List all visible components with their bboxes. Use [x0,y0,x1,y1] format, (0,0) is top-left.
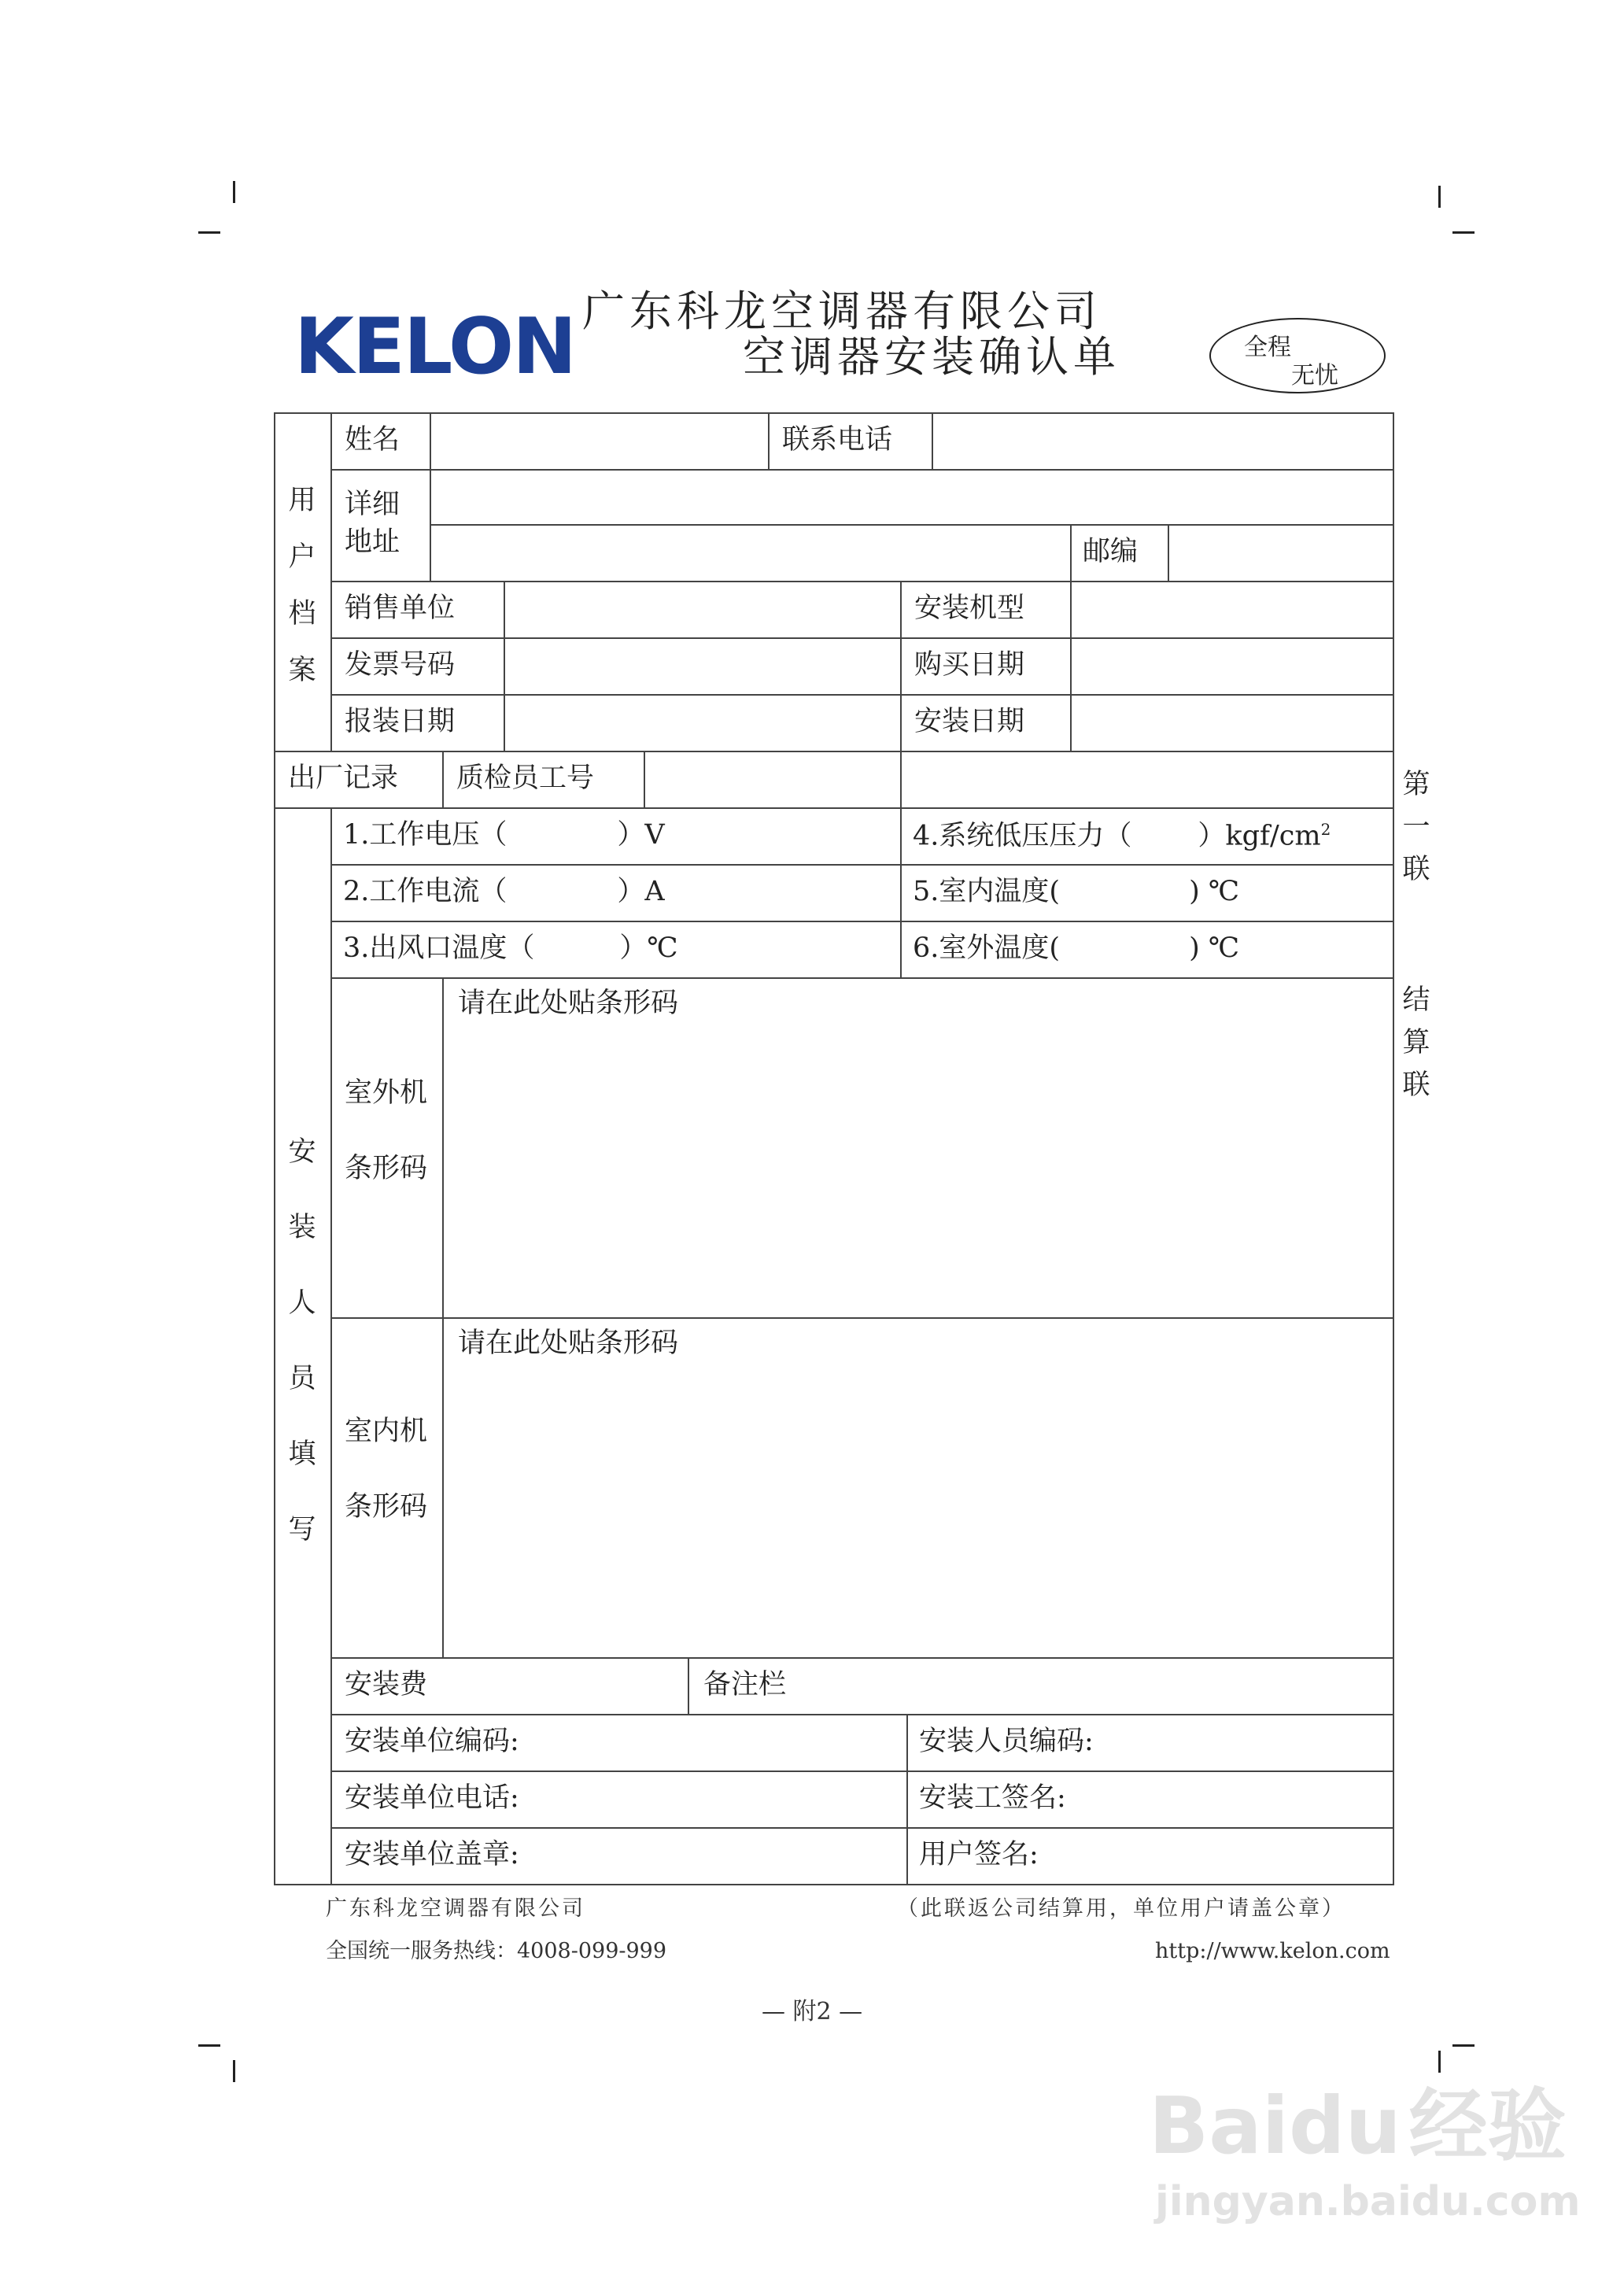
address-label-line2: 地址 [345,526,400,558]
outdoor-temp-label [913,932,1239,964]
title-char: 员 [288,1363,316,1394]
outlet-temp-label [343,932,678,964]
copy-label [1401,763,1432,891]
rule [430,412,431,581]
rule [688,1657,689,1714]
rule [330,1771,1394,1772]
remarks-label: 备注栏 [703,1669,787,1700]
side-char: 一 [1402,811,1430,843]
outdoor-temp-text: 6.室外温度( [913,932,1061,964]
current-text: 2.工作电流（ [343,876,507,907]
factory-record-label: 出厂记录 [288,762,399,794]
table-border-bottom [274,1884,1394,1885]
rule [1070,524,1072,581]
voltage-unit: ）V [617,819,665,851]
postcode-label: 邮编 [1083,536,1139,567]
title-char: 档 [288,598,316,630]
crop-mark [1438,186,1441,208]
title-char: 人 [288,1287,316,1319]
crop-mark [1452,2044,1475,2047]
unit-phone-label: 安装单位电话: [345,1782,519,1814]
outdoor-barcode-hint: 请在此处贴条形码 [458,988,679,1019]
rule [330,921,1394,922]
fee-label: 安装费 [345,1669,428,1700]
footer-company: 广东科龙空调器有限公司 [326,1896,585,1921]
rule [442,977,444,1657]
rule [330,1317,1394,1319]
quality-badge [1209,318,1386,393]
company-name: 广东科龙空调器有限公司 [582,286,1102,336]
title-char: 安 [288,1136,316,1168]
rule [1168,524,1169,581]
rule [330,807,332,1885]
watermark-url: jingyan.baidu.com [1155,2178,1581,2225]
rule [430,524,1394,526]
title-char: 案 [288,655,316,686]
crop-mark [198,2044,220,2047]
rule [900,807,902,977]
install-date-label: 安装日期 [914,706,1025,737]
rule [274,807,1394,809]
crop-mark [233,181,235,203]
footer-url: http://www.kelon.com [1155,1939,1390,1963]
invoice-label: 发票号码 [345,649,456,681]
indoor-temp-label [913,878,1239,906]
outlet-temp-unit: ）℃ [619,932,678,964]
title-char: 户 [288,541,316,573]
voltage-text: 1.工作电压（ [343,819,507,851]
rule [932,412,933,469]
badge-line1: 全程 [1244,334,1291,361]
title-char: 写 [288,1514,316,1545]
badge-line2: 无忧 [1291,362,1338,390]
low-pressure-unit: ）kgf/cm [1198,820,1321,852]
installer-section-title [286,1114,318,1567]
purchase-date-label: 购买日期 [914,649,1025,681]
current-label [343,878,665,906]
rule [900,581,902,751]
title-char: 装 [288,1212,316,1243]
rule [330,412,332,751]
side-char: 结 [1402,984,1430,1016]
rule [504,581,505,751]
settlement-label [1401,979,1432,1106]
user-sign-label: 用户签名: [919,1839,1039,1870]
watermark-brand: Bai [1149,2080,1289,2172]
rule [900,751,902,807]
seller-label: 销售单位 [345,593,456,624]
voltage-label [343,819,665,851]
superscript: 2 [1320,820,1331,839]
low-pressure-text: 4.系统低压压力（ [913,820,1132,852]
side-char: 联 [1402,1069,1430,1101]
rule [330,694,1394,696]
page-number: — 附2 — [762,1998,863,2025]
rule [330,1714,1394,1715]
outlet-temp-text: 3.出风口温度（ [343,932,535,964]
worker-sign-label: 安装工签名: [919,1782,1066,1814]
watermark-brand2: du [1288,2080,1401,2172]
table-border-top [274,412,1394,414]
rule [330,469,1394,471]
indoor-barcode-hint: 请在此处贴条形码 [458,1327,679,1359]
address-label-line1: 详细 [345,489,400,520]
current-unit: ）A [617,876,665,907]
indoor-barcode-label-1: 室内机 [345,1416,428,1447]
rule [330,637,1394,639]
report-date-label: 报装日期 [345,706,456,737]
indoor-temp-text: 5.室内温度( [913,876,1061,907]
side-char: 第 [1402,769,1430,800]
user-section-title [286,472,318,699]
side-char: 联 [1402,854,1430,885]
staff-code-label: 安装人员编码: [919,1726,1094,1757]
phone-label: 联系电话 [782,424,893,456]
model-label: 安装机型 [914,593,1025,624]
baidu-watermark [1149,2080,1567,2172]
low-pressure-label [913,822,1331,851]
footer-note: （此联返公司结算用，单位用户请盖公章） [897,1896,1345,1921]
rule [330,864,1394,866]
indoor-barcode-label-2: 条形码 [345,1491,428,1523]
rule [768,412,770,469]
crop-mark [1452,231,1475,234]
title-char: 用 [288,485,316,516]
side-char: 算 [1402,1027,1430,1058]
rule [330,581,1394,582]
rule [442,751,444,807]
watermark-suffix: 经验 [1408,2080,1567,2172]
rule [644,751,645,807]
inspector-label: 质检员工号 [456,762,595,794]
crop-mark [1438,2051,1441,2073]
unit-stamp-label: 安装单位盖章: [345,1839,519,1870]
indoor-temp-unit: ) ℃ [1189,876,1239,907]
outdoor-temp-unit: ) ℃ [1189,932,1239,964]
rule [906,1714,908,1884]
outdoor-barcode-label-2: 条形码 [345,1153,428,1184]
rule [330,1827,1394,1829]
unit-code-label: 安装单位编码: [345,1726,519,1757]
footer-hotline: 全国统一服务热线：4008-099-999 [326,1939,667,1963]
title-char: 填 [288,1438,316,1470]
table-border-right [1393,412,1394,1885]
rule [330,1657,1394,1659]
crop-mark [198,231,220,234]
rule [330,977,1394,979]
outdoor-barcode-label-1: 室外机 [345,1077,428,1109]
name-label: 姓名 [345,424,400,456]
crop-mark [233,2060,235,2082]
kelon-logo: KELON [294,302,576,392]
rule [1070,581,1072,751]
table-border-left [274,412,275,1885]
form-title: 空调器安装确认单 [743,332,1120,382]
